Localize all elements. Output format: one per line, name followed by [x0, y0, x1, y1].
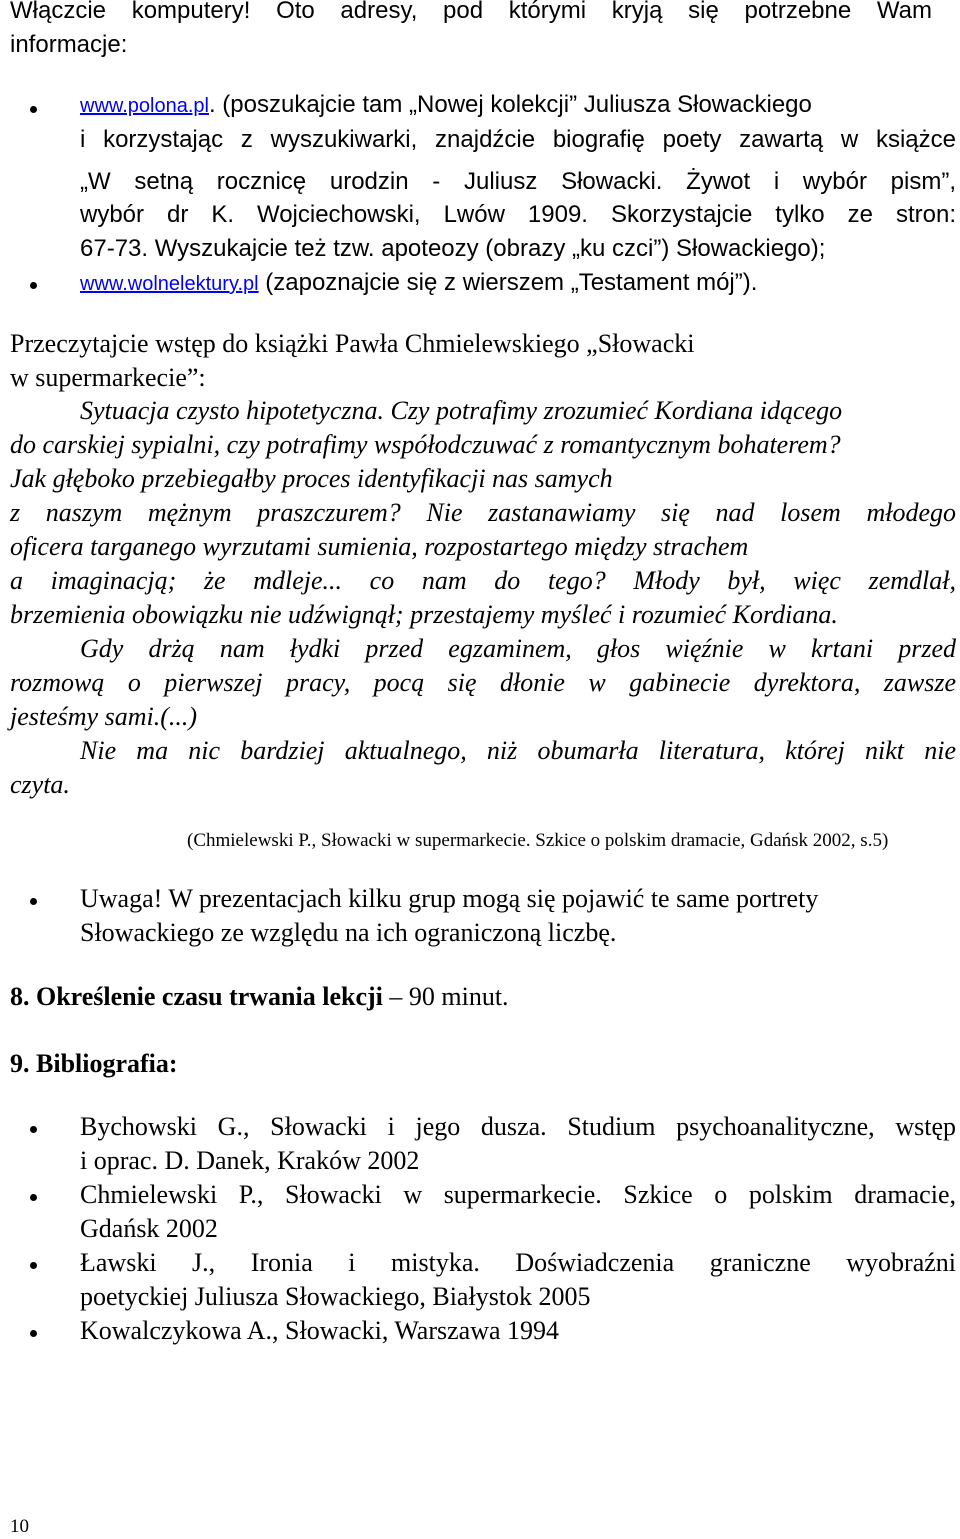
quote-line: jesteśmy sami.(...) [10, 702, 198, 731]
quote-line: Gdy drżą nam łydki przed egzaminem, głos więźnie w krtani przed [80, 634, 956, 663]
quote-line: Jak głęboko przebiegałby proces identyfikacji nas samych [10, 464, 613, 493]
note-line: Uwaga! W prezentacjach kilku grup mogą się pojawić te same portrety [80, 884, 819, 913]
bullet-icon [30, 1262, 37, 1269]
section-value: – 90 minut. [382, 982, 509, 1011]
bibliography-item: Bychowski G., Słowacki i jego dusza. Studium psychoanalityczne, wstęp [80, 1112, 956, 1141]
list-item [80, 266, 757, 301]
bibliography-item: poetyckiej Juliusza Słowackiego, Białystok 2005 [80, 1282, 591, 1311]
quote-line: czyta. [10, 770, 70, 799]
list-item [80, 88, 812, 123]
quote-line: a imaginacją; że mdleje... co nam do tego? Młody był, więc zemdlał, [10, 566, 956, 595]
bibliography-item: i oprac. D. Danek, Kraków 2002 [80, 1146, 420, 1175]
list-item-text: (zapoznajcie się z wierszem „Testament mój”). [258, 269, 758, 296]
section-heading: 8. Określenie czasu trwania lekcji [10, 982, 383, 1011]
bibliography-item: Gdańsk 2002 [80, 1214, 218, 1243]
citation: (Chmielewski P., Słowacki w supermarkecie. Szkice o polskim dramacie, Gdańsk 2002, s.5) [187, 830, 889, 851]
bullet-icon [30, 1330, 37, 1337]
intro-line: Włączcie komputery! Oto adresy, pod którymi kryją się potrzebne Wam [10, 0, 932, 24]
section-heading: 9. Bibliografia: [10, 1049, 178, 1078]
wolnelektury-link[interactable]: www.wolnelektury.pl [80, 273, 259, 295]
list-item-text: „W setną rocznicę urodzin - Juliusz Słowacki. Żywot i wybór pism”, [80, 168, 956, 195]
page-number: 10 [10, 1516, 29, 1537]
intro-line: informacje: [10, 31, 128, 58]
quote-line: Nie ma nic bardziej aktualnego, niż obumarła literatura, której nikt nie [80, 736, 956, 765]
list-item-text: i korzystając z wyszukiwarki, znajdźcie biografię poety zawartą w książce [80, 126, 956, 153]
reading-line: w supermarkecie”: [10, 363, 206, 392]
bibliography-item: Ławski J., Ironia i mistyka. Doświadczenia graniczne wyobraźni [80, 1248, 956, 1277]
section-8 [10, 980, 509, 1014]
bullet-icon [30, 1126, 37, 1133]
bibliography-item: Chmielewski P., Słowacki w supermarkecie. Szkice o polskim dramacie, [80, 1180, 956, 1209]
reading-line: Przeczytajcie wstęp do książki Pawła Chmielewskiego „Słowacki [10, 329, 695, 358]
list-item-text: wybór dr K. Wojciechowski, Lwów 1909. Skorzystajcie tylko ze stron: [80, 201, 956, 228]
list-item-text: 67-73. Wyszukajcie też tzw. apoteozy (obrazy „ku czci”) Słowackiego); [80, 235, 826, 262]
bibliography-item: Kowalczykowa A., Słowacki, Warszawa 1994 [80, 1316, 560, 1345]
bullet-icon [30, 106, 37, 113]
quote-line: do carskiej sypialni, czy potrafimy współodczuwać z romantycznym bohaterem? [10, 430, 841, 459]
list-item-text: . (poszukajcie tam „Nowej kolekcji” Juliusza Słowackiego [208, 91, 812, 118]
quote-line: z naszym mężnym praszczurem? Nie zastanawiamy się nad losem młodego [10, 498, 956, 527]
quote-line: Sytuacja czysto hipotetyczna. Czy potrafimy zrozumieć Kordiana idącego [80, 396, 843, 425]
bullet-icon [30, 1194, 37, 1201]
bullet-icon [30, 898, 37, 905]
quote-line: oficera targanego wyrzutami sumienia, rozpostartego między strachem [10, 532, 749, 561]
note-line: Słowackiego ze względu na ich ograniczoną liczbę. [80, 918, 617, 947]
polona-link[interactable]: www.polona.pl [80, 95, 209, 117]
quote-line: brzemienia obowiązku nie udźwignął; przestajemy myśleć i rozumieć Kordiana. [10, 600, 838, 629]
quote-line: rozmową o pierwszej pracy, pocą się dłonie w gabinecie dyrektora, zawsze [10, 668, 956, 697]
bullet-icon [30, 282, 37, 289]
